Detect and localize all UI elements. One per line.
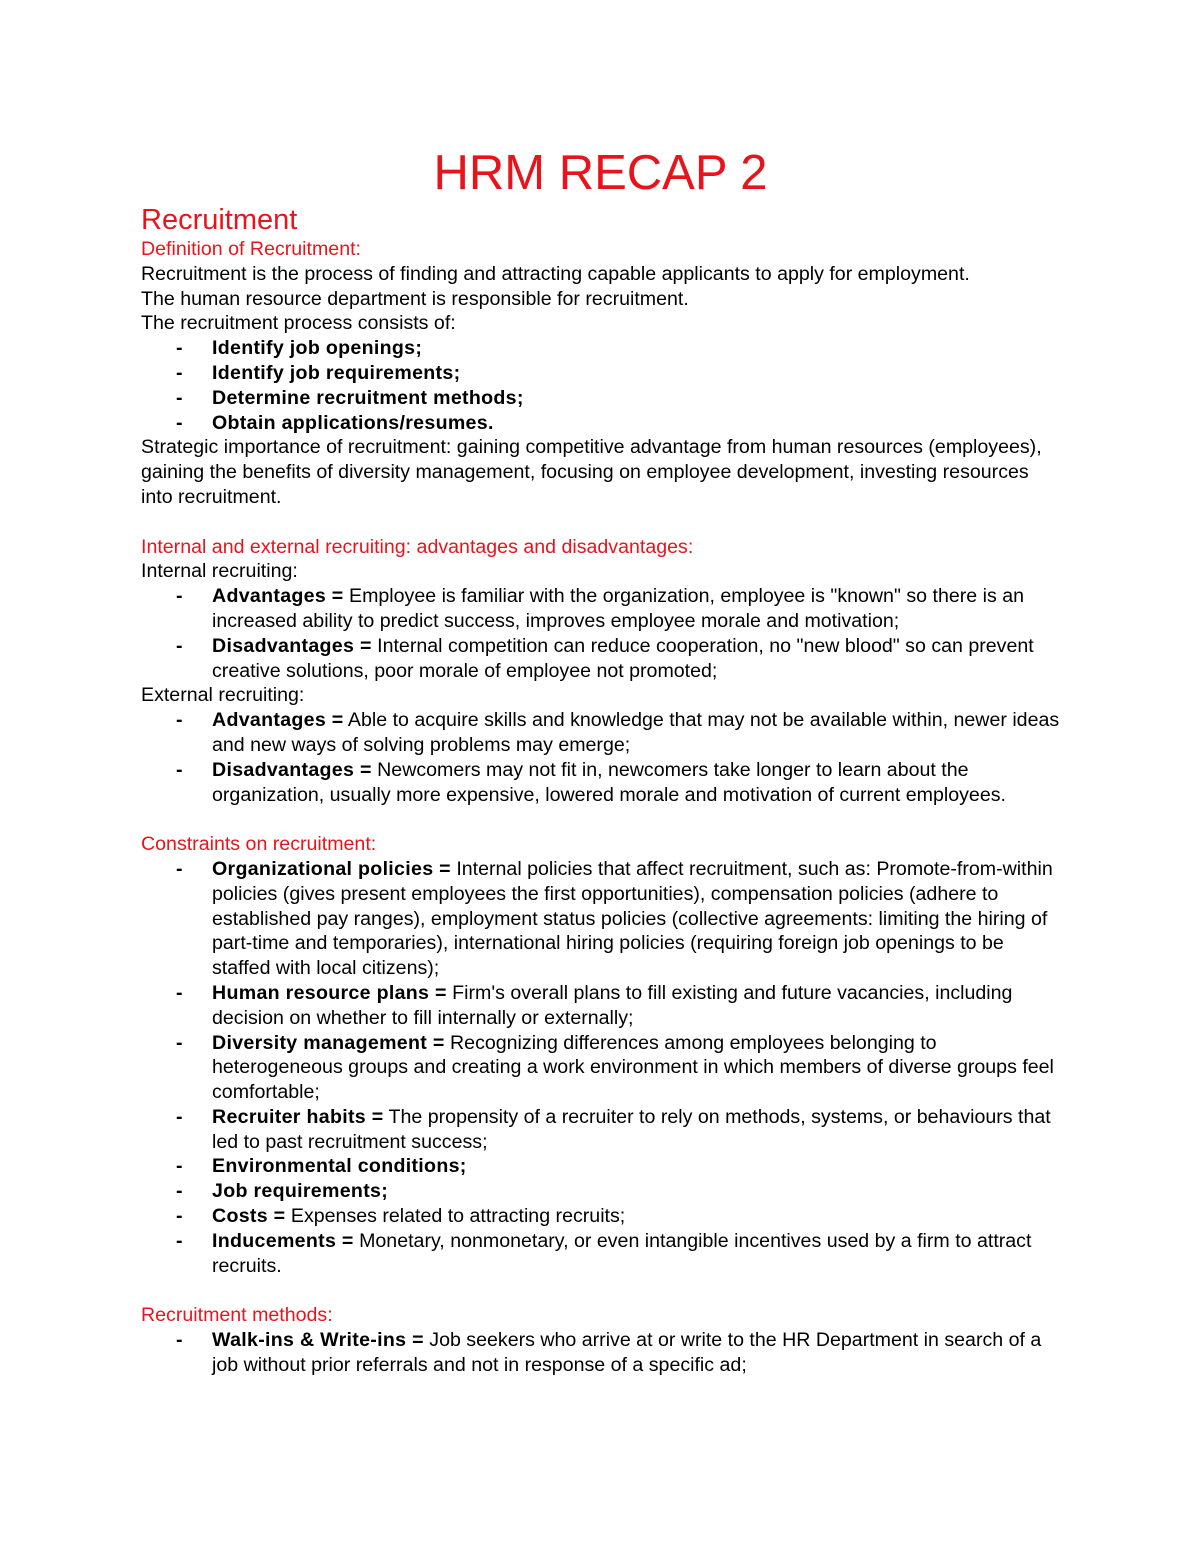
item-text: Employee is familiar with the organization, employee is "known" so there is an increased ability to predict success, improves employee morale and motivation; [212, 585, 1024, 632]
item-text: Firm's overall plans to fill existing and future vacancies, including decision on whether to fill internally or externally; [212, 981, 1013, 1029]
recruitment-process-list [141, 336, 1060, 435]
item-text: Expenses related to attracting recruits; [285, 1205, 626, 1228]
dash-bullet: - [176, 1031, 183, 1054]
internal-recruiting-list [141, 584, 1060, 683]
process-step: Obtain applications/resumes. [212, 411, 494, 434]
list-item [141, 1204, 1060, 1229]
external-recruiting-list [141, 708, 1060, 807]
item-text: Able to acquire skills and knowledge that may not be available within, newer ideas and new ways of solving problems may emerge; [212, 709, 1060, 756]
item-term: Disadvantages = [212, 634, 372, 657]
dash-bullet: - [176, 1180, 183, 1203]
item-text: Monetary, nonmonetary, or even intangible incentives used by a firm to attract recruits. [212, 1229, 1032, 1277]
definition-line-1: Recruitment is the process of finding and attracting capable applicants to apply for employment. [141, 262, 970, 285]
paragraph-gap [141, 1278, 1060, 1303]
constraints-list [141, 857, 1060, 1279]
list-item [141, 634, 1060, 684]
item-term: Inducements = [212, 1229, 354, 1252]
item-term: Walk-ins & Write-ins = [212, 1329, 424, 1352]
dash-bullet: - [176, 1105, 183, 1128]
dash-bullet: - [176, 857, 183, 880]
item-text: Newcomers may not fit in, newcomers take longer to learn about the organization, usually more expensive, lowered morale and motivation of current employees. [212, 758, 1006, 806]
list-item [141, 758, 1060, 808]
list-item [141, 981, 1060, 1031]
section-heading-recruitment: Recruitment [141, 204, 298, 236]
item-term: Human resource plans = [212, 981, 447, 1004]
item-term: Costs = [212, 1205, 286, 1228]
definition-line-2: The human resource department is responsible for recruitment. [141, 287, 689, 310]
list-item [141, 386, 1060, 411]
item-term: Recruiter habits = [212, 1105, 384, 1128]
strategic-importance-paragraph: Strategic importance of recruitment: gaining competitive advantage from human resources (employees), gaining the benefits of diversity management, focusing on employee development, investing resources into recruitment. [141, 436, 1042, 508]
list-item [141, 1179, 1060, 1204]
item-term: Advantages = [212, 709, 344, 732]
item-term: Organizational policies = [212, 857, 451, 880]
document-title: HRM RECAP 2 [433, 146, 768, 200]
dash-bullet: - [176, 981, 183, 1004]
dash-bullet: - [176, 1205, 183, 1228]
recruitment-methods-list [141, 1328, 1060, 1378]
list-item [141, 361, 1060, 386]
process-step: Identify job requirements; [212, 361, 461, 384]
item-text: Internal policies that affect recruitment, such as: Promote-from-within policies (gives present employees the first opportunities), compensation policies (adhere to established pay ranges), employment status policies (collective agreements: limiting the hiring of part-time and temporaries), international hiring policies (requiring foreign job openings to be staffed with local citizens); [212, 857, 1053, 980]
paragraph-gap [141, 510, 1060, 535]
dash-bullet: - [176, 411, 183, 434]
list-item [141, 1105, 1060, 1155]
item-term: Advantages = [212, 585, 344, 608]
external-recruiting-label: External recruiting: [141, 684, 305, 707]
list-item [141, 411, 1060, 436]
item-text: Internal competition can reduce cooperation, no "new blood" so can prevent creative solutions, poor morale of employee not promoted; [212, 634, 1034, 682]
item-term: Disadvantages = [212, 758, 372, 781]
item-term: Job requirements; [212, 1180, 389, 1203]
dash-bullet: - [176, 1155, 183, 1178]
constraints-heading: Constraints on recruitment: [141, 833, 377, 856]
definition-line-3: The recruitment process consists of: [141, 312, 456, 335]
definition-heading: Definition of Recruitment: [141, 238, 361, 260]
list-item [141, 584, 1060, 634]
list-item [141, 1031, 1060, 1105]
process-step: Determine recruitment methods; [212, 386, 524, 409]
item-text: The propensity of a recruiter to rely on methods, systems, or behaviours that led to past recruitment success; [212, 1105, 1051, 1153]
item-text: Job seekers who arrive at or write to the HR Department in search of a job without prior referrals and not in response of a specific ad; [212, 1329, 1042, 1376]
list-item [141, 1154, 1060, 1179]
item-text: Recognizing differences among employees belonging to heterogeneous groups and creating a work environment in which members of diverse groups feel comfortable; [212, 1031, 1054, 1104]
list-item [141, 1229, 1060, 1279]
list-item [141, 857, 1060, 981]
dash-bullet: - [176, 1229, 183, 1252]
recruitment-methods-heading: Recruitment methods: [141, 1304, 333, 1327]
paragraph-gap [141, 807, 1060, 832]
list-item [141, 1328, 1060, 1378]
internal-external-heading: Internal and external recruiting: advantages and disadvantages: [141, 535, 694, 558]
dash-bullet: - [176, 634, 183, 657]
internal-recruiting-label: Internal recruiting: [141, 560, 298, 583]
dash-bullet: - [176, 386, 183, 409]
dash-bullet: - [176, 337, 183, 360]
dash-bullet: - [176, 758, 183, 781]
dash-bullet: - [176, 1329, 183, 1352]
list-item [141, 336, 1060, 361]
item-term: Diversity management = [212, 1031, 445, 1054]
dash-bullet: - [176, 585, 183, 608]
dash-bullet: - [176, 361, 183, 384]
dash-bullet: - [176, 709, 183, 732]
process-step: Identify job openings; [212, 337, 423, 360]
list-item [141, 708, 1060, 758]
item-term: Environmental conditions; [212, 1155, 467, 1178]
